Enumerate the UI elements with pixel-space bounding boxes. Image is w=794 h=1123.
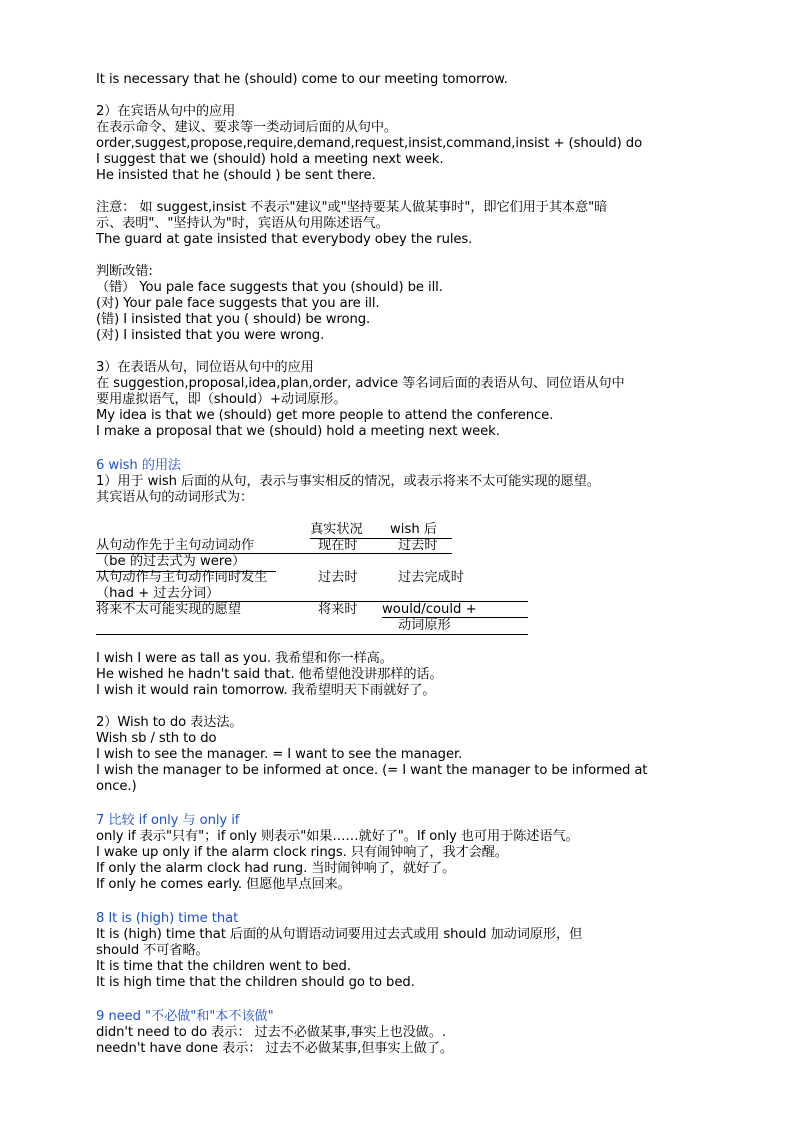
text-line: didn't need to do 表示： 过去不必做某事,事实上也没做。. [96,1025,446,1040]
text-line: 要用虚拟语气，即（should）+动词原形。 [96,392,347,407]
text-line: needn't have done 表示： 过去不必做某事,但事实上做了。 [96,1041,453,1056]
table-header-wish: wish 后 [390,522,438,537]
table-real: 过去时 [318,570,358,585]
text-line: only if 表示"只有"；if only 则表示"如果……就好了"。If only 也可用于陈述语气。 [96,829,579,844]
example-sentence: The guard at gate insisted that everybody obey the rules. [96,232,473,247]
text-line: 在 suggestion,proposal,idea,plan,order, advice 等名词后面的表语从句、同位语从句中 [96,376,625,391]
exercise-line: (错) I insisted that you ( should) be wrong. [96,312,371,327]
table-clause: 将来不太可能实现的愿望 [96,602,242,617]
section-title: 9 need "不必做"和"本不该做" [96,1009,274,1024]
table-rule [96,571,276,572]
text-line: 其宾语从句的动词形式为： [96,490,254,505]
example-sentence: My idea is that we (should) get more people to attend the conference. [96,408,554,423]
table-clause: 从句动作先于主句动词动作 [96,538,255,553]
example-sentence: I wish to see the manager. = I want to see the manager. [96,747,463,762]
table-clause-note: （be 的过去式为 were） [96,554,246,569]
example-sentence: I wish the manager to be informed at once. (= I want the manager to be informed at [96,763,648,778]
table-real: 现在时 [318,538,358,553]
example-sentence: If only he comes early. 但愿他早点回来。 [96,877,351,892]
section-title: 8 It is (high) time that [96,911,239,926]
example-sentence: I wish I were as tall as you. 我希望和你一样高。 [96,651,393,666]
example-sentence: He insisted that he (should ) be sent there. [96,168,376,183]
table-clause: 从句动作与主句动作同时发生 [96,570,268,585]
text-line: 在表示命令、建议、要求等一类动词后面的从句中。 [96,120,398,135]
text-line: 1）用于 wish 后面的从句，表示与事实相反的情况，或表示将来不太可能实现的愿望。 [96,474,600,489]
example-sentence: I make a proposal that we (should) hold a meeting next week. [96,424,500,439]
example-sentence: If only the alarm clock had rung. 当时闹钟响了，就好了。 [96,861,456,876]
text-line: It is (high) time that 后面的从句谓语动词要用过去式或用 should 加动词原形，但 [96,927,583,942]
text-line: It is necessary that he (should) come to our meeting tomorrow. [96,72,508,87]
text-line: Wish sb / sth to do [96,731,217,746]
exercise-line: (对) Your pale face suggests that you are ill. [96,296,380,311]
note-line: 注意： 如 suggest,insist 不表示"建议"或"坚持要某人做某事时"，即它们用于其本意"暗 [96,200,608,215]
section-title: 7 比较 if only 与 only if [96,813,240,828]
example-sentence: I wake up only if the alarm clock rings. 只有闹钟响了，我才会醒。 [96,845,508,860]
exercise-line: （错） You pale face suggests that you (should) be ill. [96,280,443,295]
section-title: 6 wish 的用法 [96,458,182,473]
example-sentence: I wish it would rain tomorrow. 我希望明天下雨就好了。 [96,683,436,698]
example-sentence: It is high time that the children should go to bed. [96,975,415,990]
section-heading: 3）在表语从句，同位语从句中的应用 [96,360,314,375]
text-line: should 不可省略。 [96,943,209,958]
table-clause-note: （had + 过去分词） [96,586,220,601]
example-sentence: I suggest that we (should) hold a meeting next week. [96,152,444,167]
table-header-real: 真实状况 [310,522,363,537]
example-sentence: once.) [96,779,137,794]
table-rule [96,634,528,635]
section-heading: 2）在宾语从句中的应用 [96,104,236,119]
section-heading: 2）Wish to do 表达法。 [96,715,243,730]
table-wish: would/could + [382,602,477,617]
table-real: 将来时 [318,602,358,617]
exercise-heading: 判断改错: [96,264,153,279]
example-sentence: It is time that the children went to bed. [96,959,351,974]
table-wish-cont: 动词原形 [398,618,451,633]
table-wish: 过去时 [398,538,438,553]
table-wish: 过去完成时 [398,570,464,585]
text-line: order,suggest,propose,require,demand,request,insist,command,insist + (should) do [96,136,643,151]
note-line: 示、表明"、"坚持认为"时，宾语从句用陈述语气。 [96,216,389,231]
example-sentence: He wished he hadn't said that. 他希望他没讲那样的话。 [96,667,443,682]
exercise-line: (对) I insisted that you were wrong. [96,328,325,343]
